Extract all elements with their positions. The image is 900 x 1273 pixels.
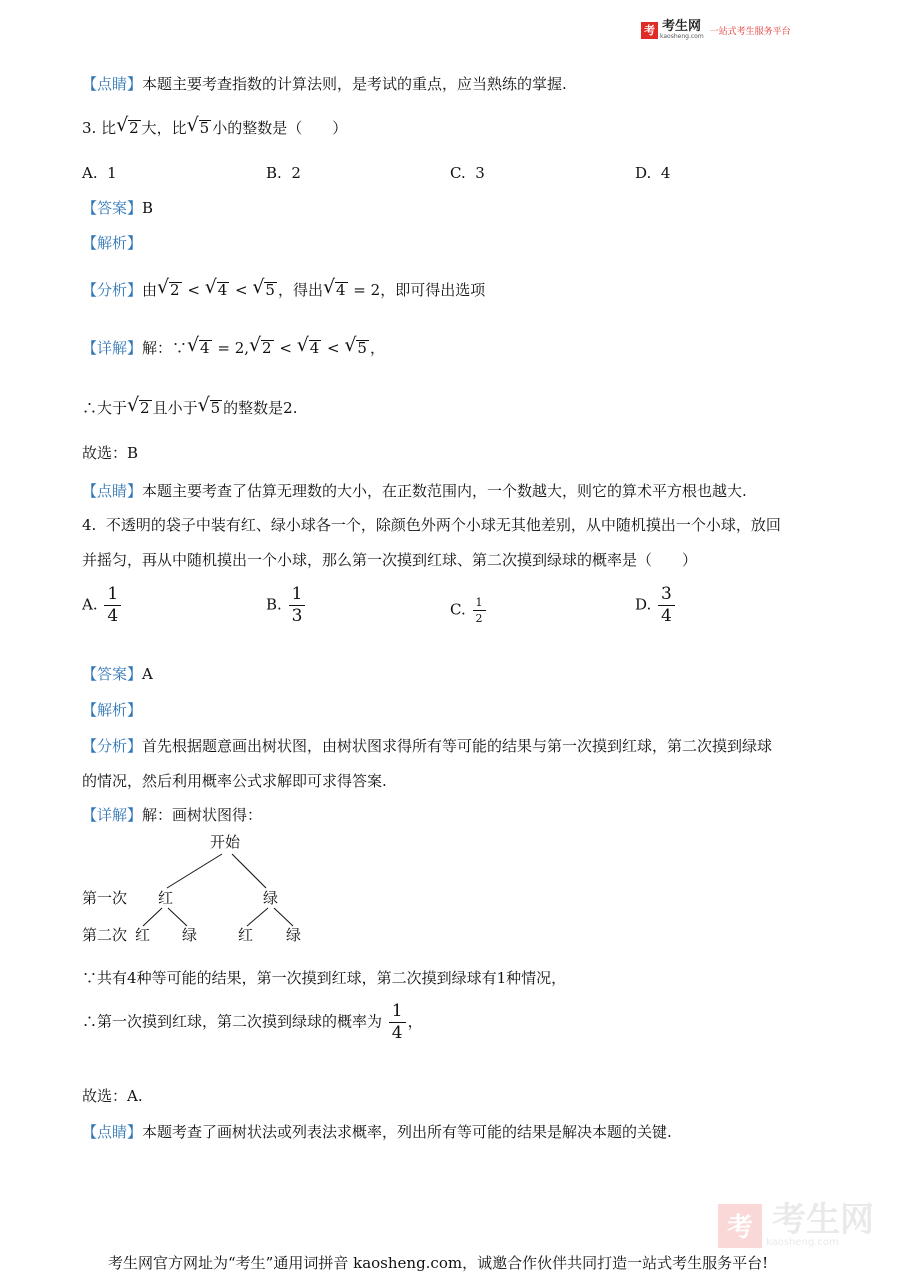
tree-edge — [247, 908, 268, 926]
option-letter: D. — [635, 164, 652, 182]
answer-tag: 【答案】 — [82, 199, 143, 217]
option-letter: C. — [450, 600, 466, 619]
lt-sign: < — [187, 281, 200, 299]
tree-edge — [143, 908, 162, 926]
numerator: 1 — [389, 1003, 406, 1023]
lt-sign: < — [235, 281, 248, 299]
page-footer: 考生网官方网址为“考生”通用词拼音 kaosheng.com，诚邀合作伙伴共同打造一站式考生服务平台! — [108, 1254, 769, 1272]
radicand: 2 — [262, 339, 272, 357]
tree-leaf-red: 红 — [238, 926, 254, 944]
watermark-name: 考生网 — [772, 1200, 874, 1240]
q3-choose: 故选：B — [82, 444, 139, 462]
logo-name: 考生网 — [662, 19, 702, 34]
text: ， — [407, 1012, 423, 1031]
text: . — [292, 399, 298, 417]
answer-tag: 【答案】 — [82, 665, 143, 683]
text: 解：∵ — [142, 339, 188, 357]
dianjing-tag: 【点睛】 — [82, 75, 143, 93]
numerator: 1 — [104, 586, 121, 606]
text: ∴第一次摸到红球，第二次摸到绿球的概率为 — [82, 1012, 383, 1031]
option-letter: A. — [82, 164, 98, 182]
q4-therefore — [82, 1003, 423, 1042]
tree-edge — [274, 908, 293, 926]
text: ∵共有 — [82, 969, 128, 987]
numerator: 1 — [473, 597, 486, 611]
detail-text: 解：画树状图得： — [142, 806, 263, 824]
tree-leaf-red: 红 — [135, 926, 151, 944]
lt-sign: < — [279, 339, 292, 357]
answer-value: A — [142, 665, 153, 683]
option-letter: B. — [266, 164, 282, 182]
dianjing-tag: 【点睛】 — [82, 1123, 143, 1141]
text: ，即可得出选项 — [380, 281, 486, 299]
denominator: 4 — [107, 606, 119, 626]
question-number: 4. — [82, 516, 97, 534]
fenxi-tag: 【分析】 — [82, 737, 143, 755]
watermark-icon: 考 — [718, 1204, 762, 1248]
q4-dianjing — [82, 1125, 672, 1140]
stem-text: 比 — [101, 119, 117, 137]
q4-choose: 故选：A. — [82, 1087, 143, 1105]
numerator: 3 — [658, 586, 675, 606]
watermark-url: kaosheng.com — [766, 1237, 839, 1248]
option-value: 2 — [291, 164, 301, 182]
text: 种情况， — [506, 969, 567, 987]
radicand: 2 — [129, 119, 139, 137]
radicand: 2 — [140, 399, 150, 417]
detail-tag: 【详解】 — [82, 806, 143, 824]
option-letter: B. — [266, 595, 282, 614]
value: 2 — [283, 399, 293, 417]
text: ∴大于 — [82, 399, 128, 417]
text: 且小于 — [152, 399, 198, 417]
option-value: 1 — [107, 164, 117, 182]
tree-edge — [168, 908, 187, 926]
option-letter: D. — [635, 595, 652, 614]
tree-root: 开始 — [210, 833, 241, 851]
q4-because — [82, 971, 566, 986]
text: ，得出 — [277, 281, 323, 299]
option-letter: A. — [82, 595, 98, 614]
logo-url: kaosheng.com — [660, 33, 704, 40]
dianjing-text: 本题考查了画树状法或列表法求概率，列出所有等可能的结果是解决本题的关键. — [142, 1123, 672, 1141]
logo-icon: 考 — [641, 22, 658, 39]
radicand: 4 — [217, 281, 228, 299]
radicand: 4 — [335, 281, 346, 299]
logo-slogan: 一站式考生服务平台 — [709, 26, 791, 37]
radicand: 5 — [210, 399, 221, 417]
detail-tag: 【详解】 — [82, 339, 143, 357]
fenxi-text: 首先根据题意画出树状图，由树状图求得所有等可能的结果与第一次摸到红球，第二次摸到绿球 — [142, 737, 773, 755]
lt-sign: < — [327, 339, 340, 357]
tree-node-green: 绿 — [263, 889, 279, 907]
q4-stem-line2: 并摇匀，再从中随机摸出一个小球，那么第一次摸到红球、第二次摸到绿球的概率是（ ） — [82, 551, 698, 569]
question-number: 3. — [82, 119, 97, 137]
q4-fenxi-line2: 的情况，然后利用概率公式求解即可求得答案. — [82, 772, 387, 790]
q3-analysis-tag: 【解析】 — [82, 234, 143, 252]
stem-text: 大，比 — [141, 119, 187, 137]
tree-edge — [232, 854, 266, 888]
dianjing-text: 本题主要考查了估算无理数的大小，在正数范围内，一个数越大，则它的算术平方根也越大. — [142, 482, 747, 500]
text: 由 — [142, 281, 158, 299]
text: 种等可能的结果，第一次摸到红球，第二次摸到绿球有 — [136, 969, 497, 987]
numerator: 1 — [289, 586, 306, 606]
dianjing-text: 本题主要考查指数的计算法则，是考试的重点，应当熟练的掌握. — [142, 75, 567, 93]
radicand: 5 — [199, 119, 210, 137]
denominator: 3 — [291, 606, 303, 626]
value: 1 — [496, 969, 507, 987]
fraction — [389, 1003, 406, 1042]
option-value: 4 — [660, 164, 671, 182]
option-letter: C. — [450, 164, 466, 182]
denominator: 2 — [475, 612, 483, 625]
equation: = 2, — [217, 339, 250, 357]
tree-row2-label: 第二次 — [82, 926, 128, 944]
text: 的整数是 — [223, 399, 284, 417]
q4-analysis-tag: 【解析】 — [82, 701, 143, 719]
tree-row1-label: 第一次 — [82, 889, 128, 907]
text: ， — [369, 339, 385, 357]
watermark-logo — [718, 1200, 874, 1248]
value: 4 — [127, 969, 137, 987]
radicand: 2 — [170, 281, 180, 299]
tree-leaf-green: 绿 — [182, 926, 198, 944]
equation: = 2 — [353, 281, 381, 299]
denominator: 4 — [661, 606, 672, 626]
radicand: 4 — [200, 339, 210, 357]
radicand: 5 — [357, 339, 367, 357]
answer-value: B — [142, 199, 154, 217]
tree-edge — [167, 854, 222, 888]
radicand: 4 — [309, 339, 320, 357]
tree-node-red: 红 — [158, 889, 174, 907]
denominator: 4 — [391, 1023, 403, 1043]
stem-text: 小的整数是（ ） — [212, 119, 348, 137]
tree-leaf-green: 绿 — [286, 926, 302, 944]
fenxi-tag: 【分析】 — [82, 281, 143, 299]
stem-text: 不透明的袋子中装有红、绿小球各一个，除颜色外两个小球无其他差别，从中随机摸出一个小球，放回 — [105, 516, 781, 534]
dianjing-tag: 【点睛】 — [82, 482, 143, 500]
radicand: 5 — [265, 281, 275, 299]
option-value: 3 — [475, 164, 485, 182]
